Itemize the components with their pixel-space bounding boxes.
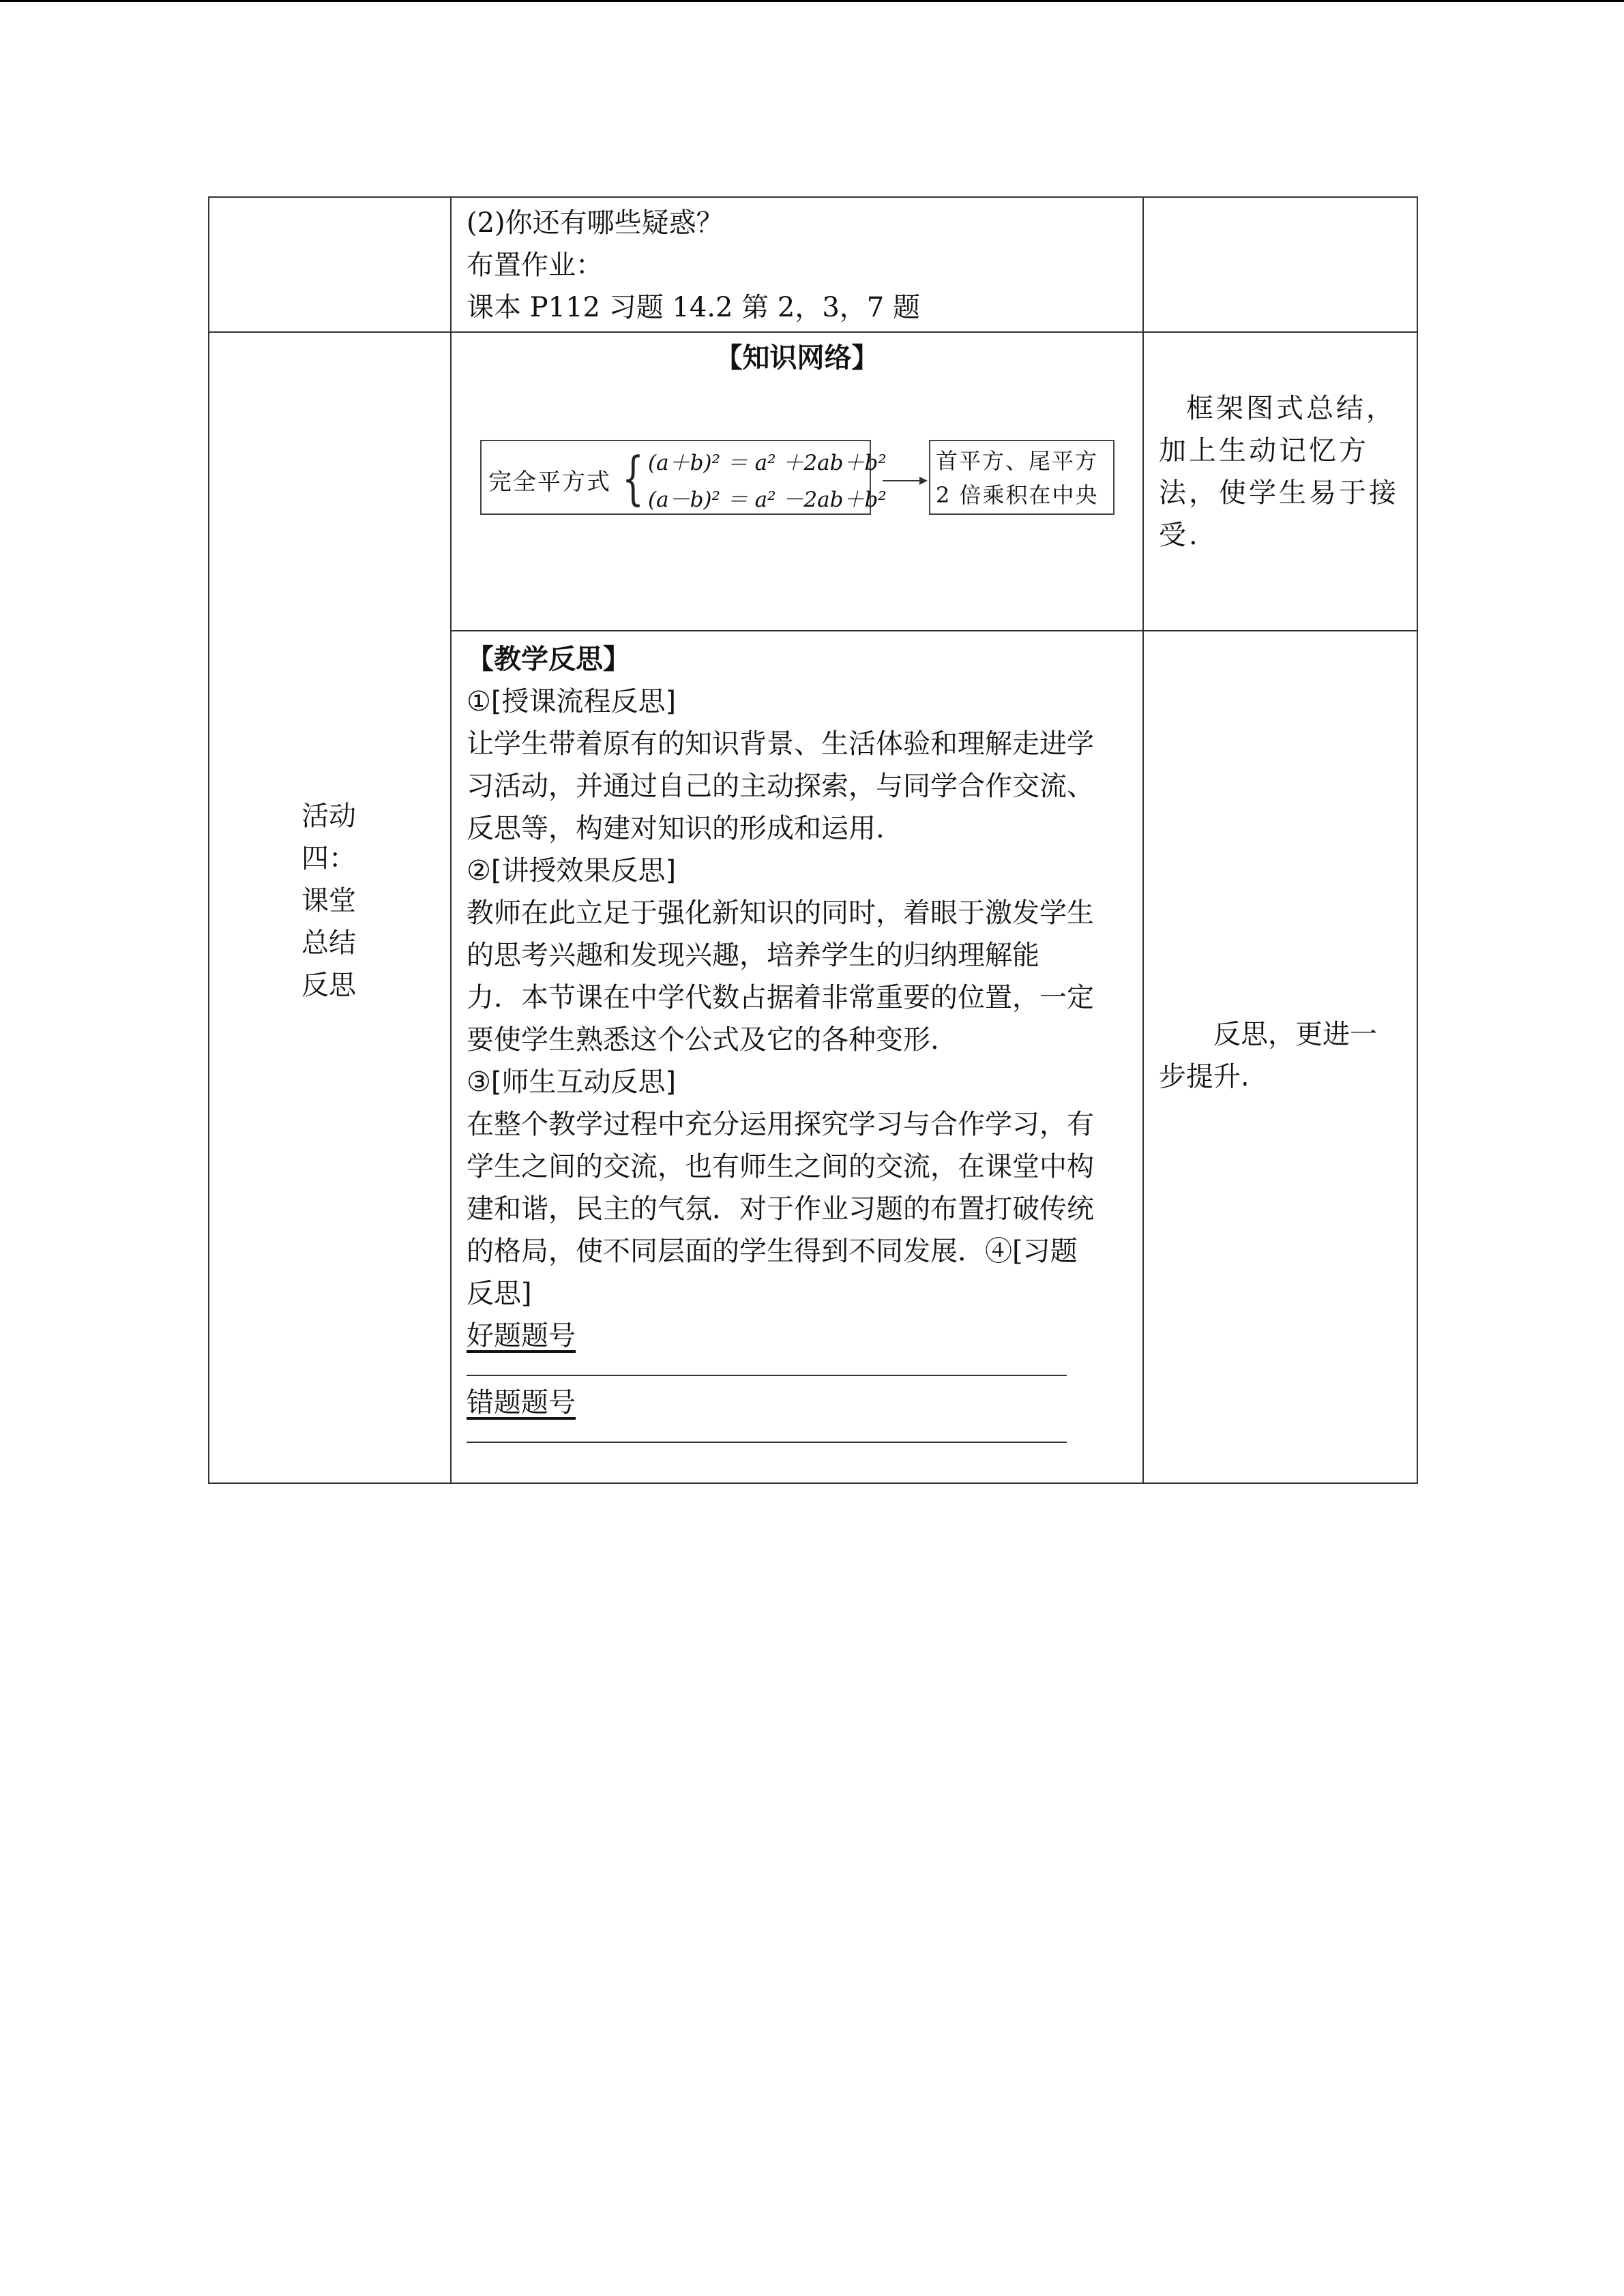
knowledge-note-line-1: 框架图式总结， <box>1186 393 1396 424</box>
homework-cell <box>451 197 1143 332</box>
activity-cell-empty <box>209 197 451 332</box>
activity-cell-merged-top <box>209 332 451 631</box>
teaching-reflection-title: 【教学反思】 <box>467 644 630 675</box>
activity-label <box>301 795 356 1007</box>
knowledge-note-line-4: 受. <box>1159 520 1200 551</box>
reflection-section-3-title: ③[师生互动反思] <box>467 1067 677 1098</box>
good-question-blank-line <box>467 1375 1067 1376</box>
reflection-section-2-line-2: 的思考兴趣和发现兴趣，培养学生的归纳理解能 <box>467 940 1039 971</box>
formula-sum-square: (a＋b)² ＝ a² ＋2ab＋b² <box>648 451 887 475</box>
reflection-note-cell <box>1143 631 1417 1483</box>
knowledge-note-line-3: 法，使学生易于接 <box>1159 477 1399 509</box>
reflection-section-1-line-1: 让学生带着原有的知识背景、生活体验和理解走进学 <box>467 728 1094 760</box>
reflection-section-3-line-4: 的格局，使不同层面的学生得到不同发展．④[习题 <box>467 1236 1078 1267</box>
mnemonic-box <box>929 440 1114 515</box>
wrong-question-blank-line <box>467 1442 1067 1443</box>
activity-label-line-3: 课堂 <box>301 885 356 916</box>
reflection-section-1-line-3: 反思等，构建对知识的形成和运用. <box>467 813 885 844</box>
homework-label: 布置作业： <box>467 250 603 281</box>
reflection-section-3-line-1: 在整个教学过程中充分运用探究学习与合作学习，有 <box>467 1109 1094 1140</box>
formula-box <box>480 440 887 515</box>
knowledge-note-cell <box>1143 332 1417 631</box>
formula-difference-square: (a－b)² ＝ a² －2ab＋b² <box>648 488 887 512</box>
page-top-border <box>0 0 1624 2</box>
table-row-homework <box>209 197 1417 332</box>
mnemonic-line-2: 2 倍乘积在中央 <box>936 482 1099 508</box>
arrow-right-icon <box>883 474 928 488</box>
left-brace: { <box>622 445 645 511</box>
reflection-section-2-line-4: 要使学生熟悉这个公式及它的各种变形. <box>467 1024 939 1056</box>
knowledge-note-line-2: 加上生动记忆方 <box>1159 435 1369 466</box>
perfect-square-label: 完全平方式 <box>488 468 611 496</box>
activity-label-line-2: 四： <box>301 843 356 874</box>
activity-cell-merged-bottom <box>209 631 451 1483</box>
activity-label-line-5: 反思 <box>301 970 356 1001</box>
reflection-section-3-line-5: 反思] <box>467 1278 532 1309</box>
doubt-question: (2)你还有哪些疑惑？ <box>467 207 724 239</box>
reflection-section-1-line-2: 习活动，并通过自己的主动探索，与同学合作交流、 <box>467 771 1094 802</box>
reflection-section-3-line-3: 建和谐，民主的气氛．对于作业习题的布置打破传统 <box>467 1193 1094 1225</box>
reflection-note-line-2: 步提升. <box>1159 1061 1250 1092</box>
mnemonic-line-1: 首平方、尾平方 <box>936 448 1099 474</box>
reflection-section-3-line-2: 学生之间的交流，也有师生之间的交流，在课堂中构 <box>467 1151 1094 1182</box>
knowledge-network-cell <box>451 332 1143 631</box>
knowledge-network-title: 【知识网络】 <box>715 342 879 374</box>
activity-label-line-4: 总结 <box>301 927 356 959</box>
reflection-section-2-line-3: 力．本节课在中学代数占据着非常重要的位置，一定 <box>467 982 1094 1013</box>
knowledge-diagram <box>452 334 1142 539</box>
reflection-note-line-1: 反思，更进一 <box>1213 1019 1377 1050</box>
table-row-reflection <box>209 631 1417 1483</box>
reflection-section-2-title: ②[讲授效果反思] <box>467 855 677 886</box>
good-question-label: 好题题号 <box>467 1320 576 1352</box>
reflection-section-1-title: ①[授课流程反思] <box>467 686 677 717</box>
activity-label-line-1: 活动 <box>301 801 356 832</box>
reflection-section-2-line-1: 教师在此立足于强化新知识的同时，着眼于激发学生 <box>467 897 1094 929</box>
table-row-knowledge-network <box>209 332 1417 631</box>
lesson-plan-table <box>208 196 1418 1484</box>
note-cell-empty <box>1143 197 1417 332</box>
homework-text: 课本 P112 习题 14.2 第 2，3，7 题 <box>467 292 920 323</box>
wrong-question-label: 错题题号 <box>467 1387 576 1418</box>
teaching-reflection-cell <box>451 631 1143 1483</box>
